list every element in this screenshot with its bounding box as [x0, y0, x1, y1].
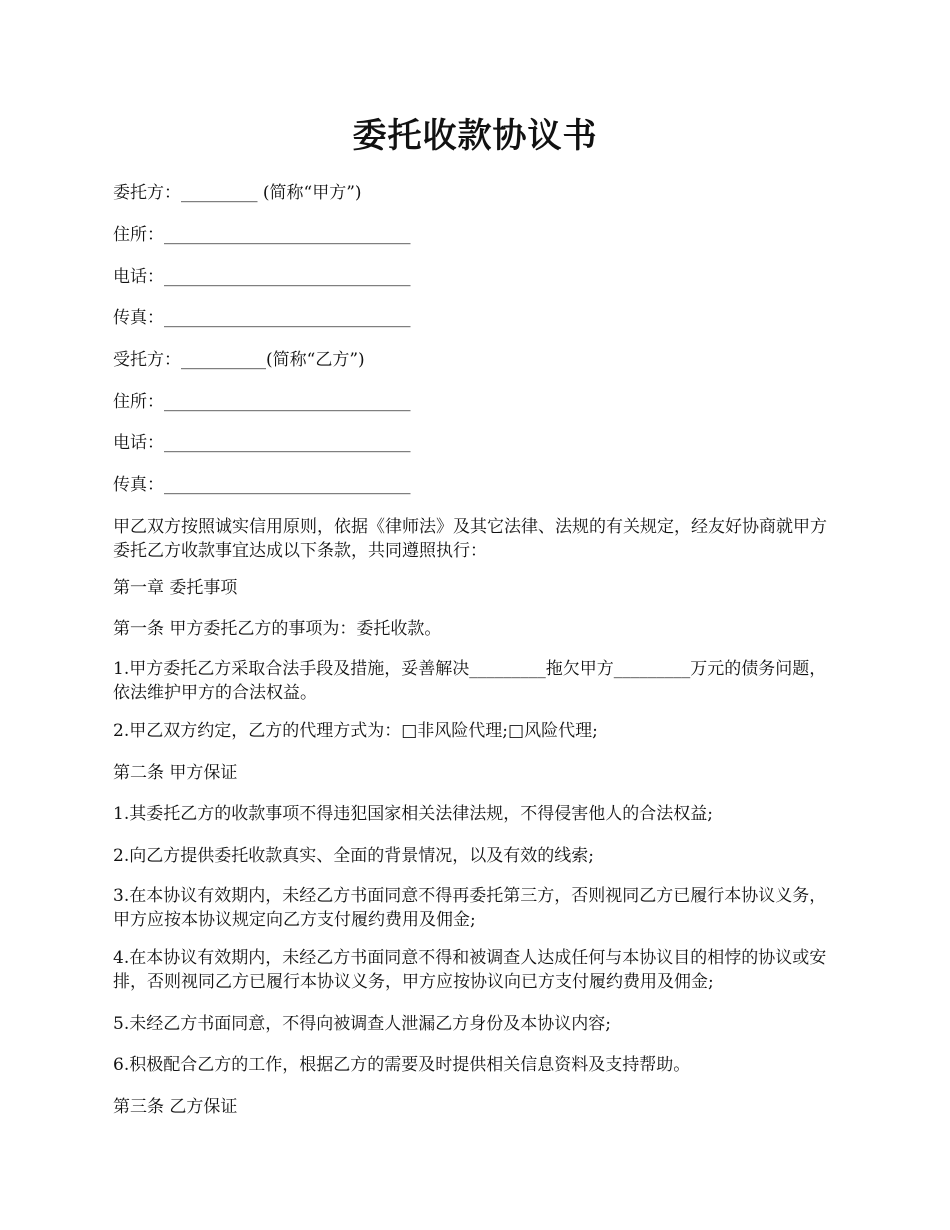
agent-phone-line: 电话：_____________________________ — [113, 433, 411, 453]
client-phone-line: 电话：_____________________________ — [113, 267, 411, 287]
client-fax-line: 传真：_____________________________ — [113, 308, 411, 328]
article2-item3: 3.在本协议有效期内，未经乙方书面同意不得再委托第三方，否则视同乙方已履行本协议义务，甲方应按本协议规定向乙方支付履约费用及佣金; — [113, 886, 827, 930]
document-title: 委托收款协议书 — [352, 116, 598, 156]
article1-heading: 第一条 甲方委托乙方的事项为：委托收款。 — [113, 619, 442, 639]
agent-name-line: 受托方：__________(简称“乙方”) — [113, 350, 365, 370]
article2-item5: 5.未经乙方书面同意，不得向被调查人泄漏乙方身份及本协议内容; — [113, 1014, 611, 1034]
agent-address-line: 住所：_____________________________ — [113, 392, 411, 412]
article2-heading: 第二条 甲方保证 — [113, 763, 238, 783]
agent-fax-line: 传真：_____________________________ — [113, 475, 411, 495]
article2-item6: 6.积极配合乙方的工作，根据乙方的需要及时提供相关信息资料及支持帮助。 — [113, 1055, 691, 1075]
chapter1-heading: 第一章 委托事项 — [113, 578, 238, 598]
article1-item2: 2.甲乙双方约定，乙方的代理方式为：□非风险代理;□风险代理; — [113, 721, 598, 741]
article2-item1: 1.其委托乙方的收款事项不得违犯国家相关法律法规，不得侵害他人的合法权益; — [113, 804, 713, 824]
article3-heading: 第三条 乙方保证 — [113, 1097, 238, 1117]
client-address-line: 住所：_____________________________ — [113, 225, 411, 245]
article2-item4: 4.在本协议有效期内，未经乙方书面同意不得和被调查人达成任何与本协议目的相悖的协议或安排，否则视同乙方已履行本协议义务，甲方应按协议向已方支付履约费用及佣金; — [113, 948, 827, 992]
preamble-paragraph: 甲乙双方按照诚实信用原则，依据《律师法》及其它法律、法规的有关规定，经友好协商就甲方委托乙方收款事宜达成以下条款，共同遵照执行： — [113, 517, 827, 561]
article2-item2: 2.向乙方提供委托收款真实、全面的背景情况，以及有效的线索; — [113, 846, 594, 866]
client-name-line: 委托方：_________ (简称“甲方”) — [113, 183, 362, 203]
article1-item1: 1.甲方委托乙方采取合法手段及措施，妥善解决_________拖欠甲方_________万元的债务问题，依法维护甲方的合法权益。 — [113, 659, 827, 703]
